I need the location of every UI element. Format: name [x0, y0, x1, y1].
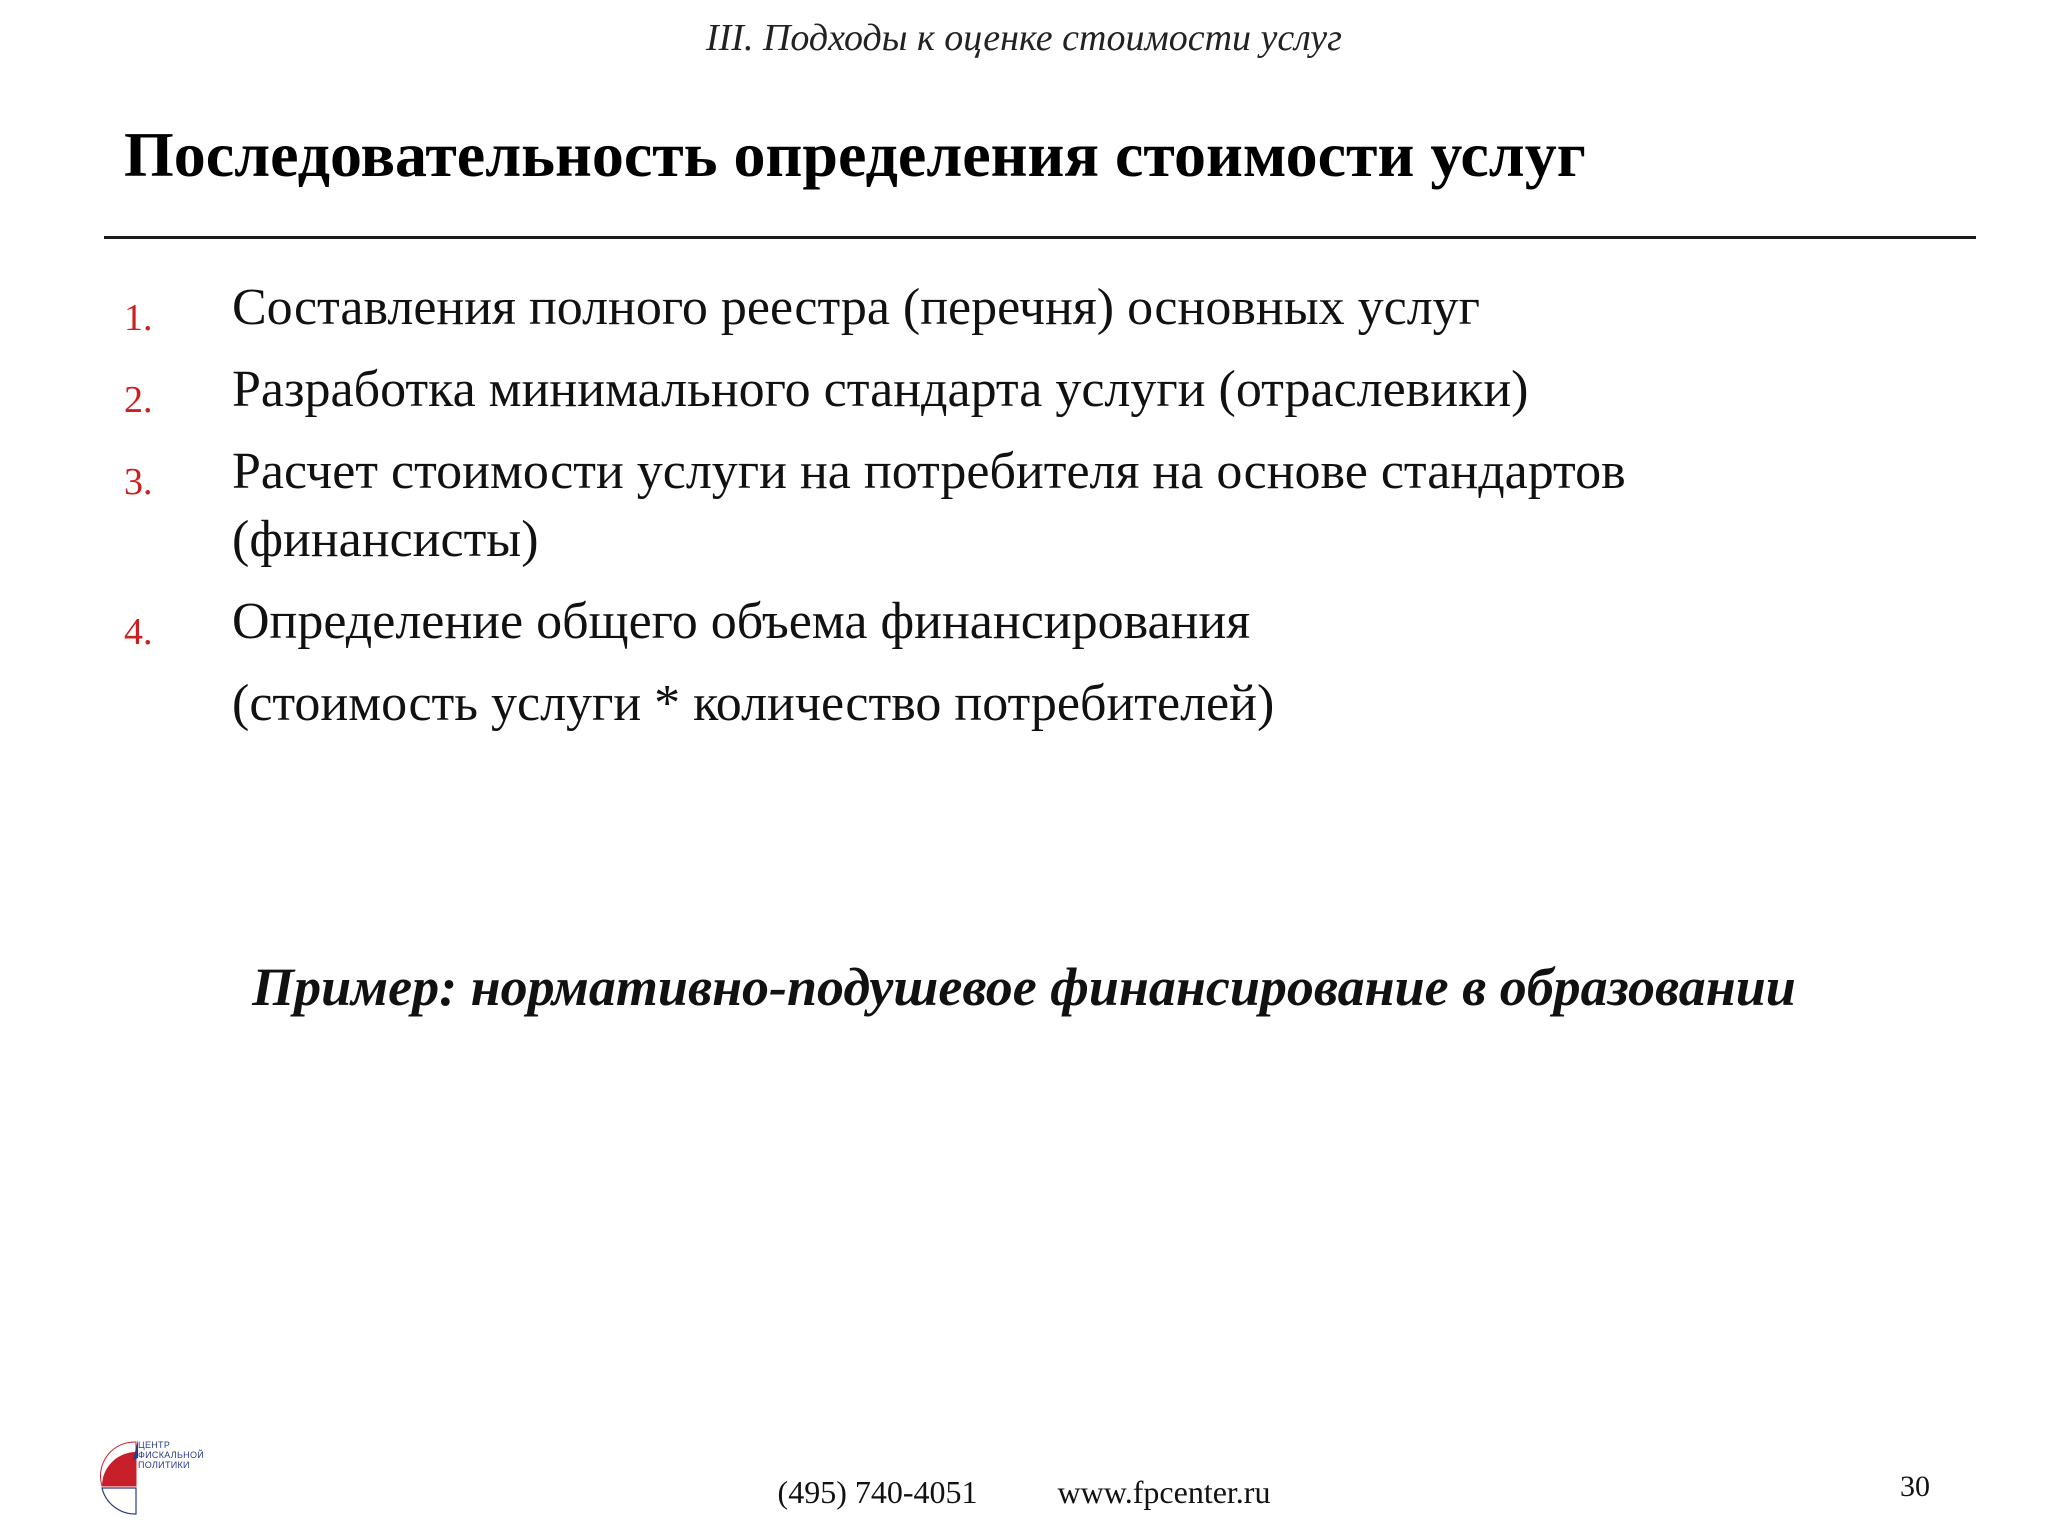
- logo-line: ЦЕНТР: [138, 1440, 171, 1450]
- list-item-number: 3.: [124, 461, 153, 503]
- list-item: [124, 356, 1924, 424]
- title-divider: [104, 236, 1976, 239]
- logo-line: ФИСКАЛЬНОЙ: [138, 1450, 205, 1460]
- list-item-text: Составления полного реестра (перечня) основных услуг: [232, 279, 1480, 336]
- logo-line: ПОЛИТИКИ: [138, 1460, 190, 1470]
- list-item: [124, 438, 1924, 574]
- list-item-text: Определение общего объема финансирования: [232, 593, 1251, 650]
- slide-title: Последовательность определения стоимости услуг: [124, 119, 1586, 190]
- list-item-text: Расчет стоимости услуги на потребителя на основе стандартов (финансисты): [232, 443, 1626, 568]
- list-item-continuation: (стоимость услуги * количество потребителей): [232, 675, 1275, 732]
- footer-contacts: [0, 1474, 2048, 1511]
- list-item-number: 2.: [124, 379, 153, 421]
- footer-website[interactable]: www.fpcenter.ru: [1057, 1474, 1271, 1510]
- list-item-number: 4.: [124, 611, 153, 653]
- example-caption: Пример: нормативно-подушевое финансирование в образовании: [252, 957, 1796, 1017]
- list-item: [124, 274, 1924, 342]
- logo-text: [138, 1440, 204, 1470]
- footer-phone: (495) 740-4051: [777, 1474, 978, 1510]
- list-item: [124, 588, 1924, 738]
- list-item-text: Разработка минимального стандарта услуги (отраслевики): [232, 361, 1529, 418]
- steps-list: [124, 274, 1924, 752]
- list-item-number: 1.: [124, 297, 153, 339]
- page-number: 30: [1900, 1470, 1930, 1503]
- section-header: III. Подходы к оценке стоимости услуг: [706, 17, 1342, 59]
